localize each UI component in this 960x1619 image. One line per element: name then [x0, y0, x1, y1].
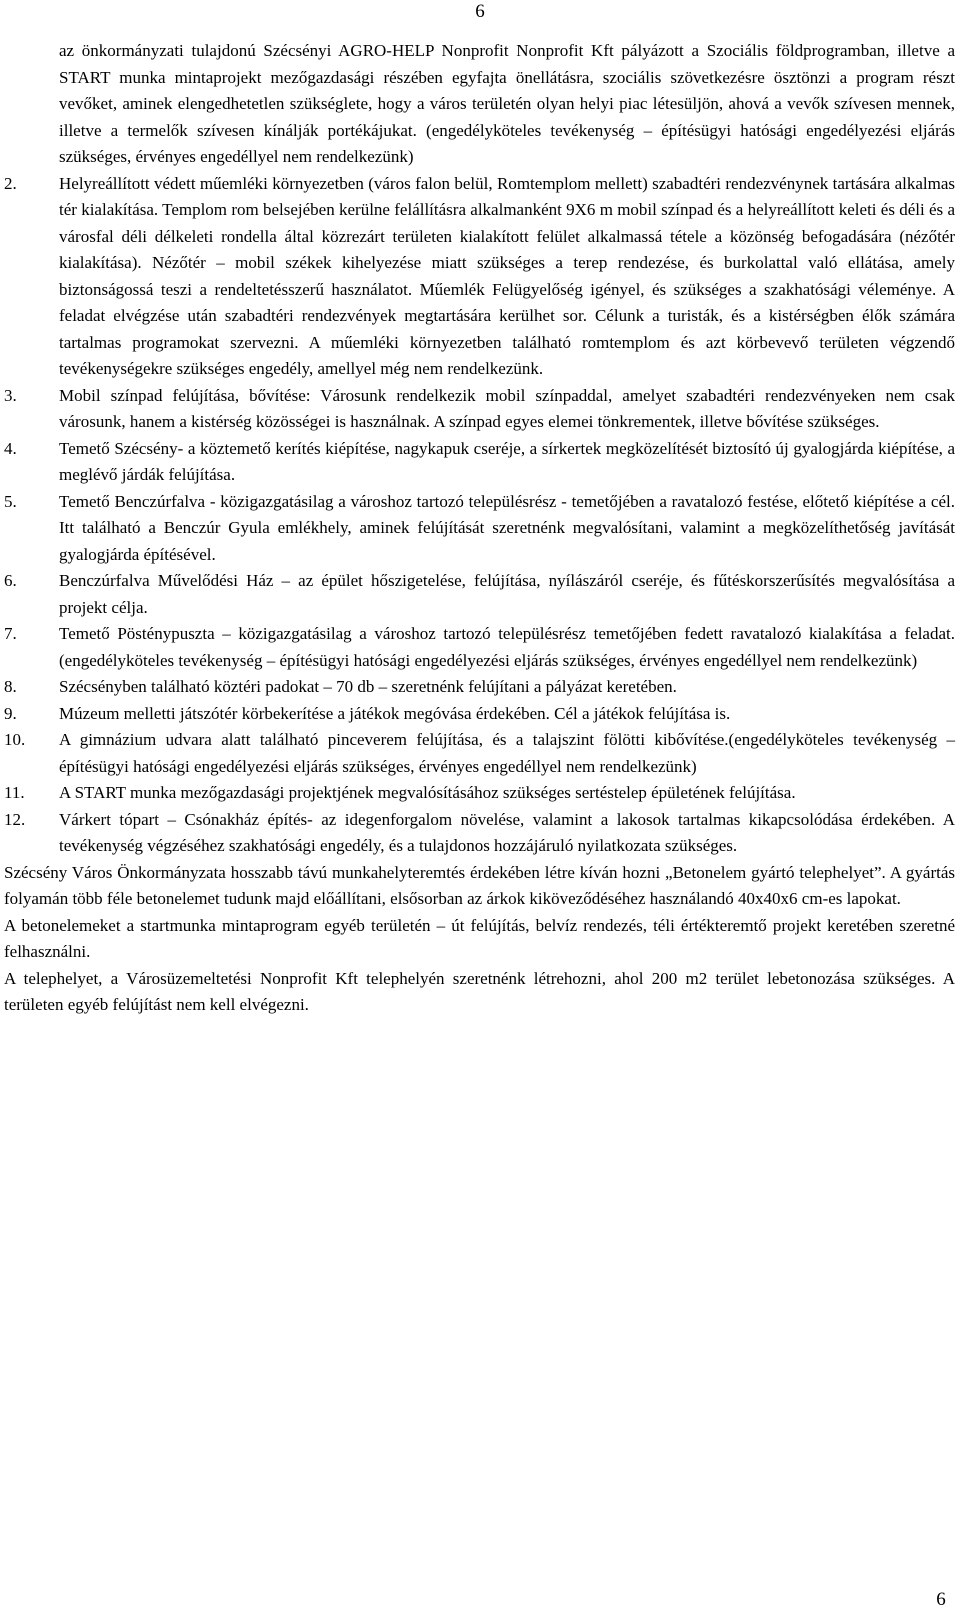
list-item-number: 8.	[4, 677, 17, 696]
list-item	[0, 171, 960, 383]
list-item-text: Helyreállított védett műemléki környezetben (város falon belül, Romtemplom mellett) szabadtéri rendezvénynek tartására alkalmas tér kialakítása. Templom rom belsejében kerülne felállításra alkalmanként 9X6 m mobil színpad és a helyreállított keleti és déli és a városfal déli délkeleti rondella által közrezárt területen kialakított felület alkalmassá tétele a közönség befogadására (nézőtér kialakítása). Nézőtér – mobil székek kihelyezése miatt szükséges a terep rendezése, és burkolattal való ellátása, amely biztonságossá teszi a rendeltetésszerű használatot. Műemlék Felügyelőség igényel, és szükséges a szakhatósági véleménye. A feladat elvégzése után szabadtéri rendezvények megtartására kerülhet sor. Célunk a turisták, és a kistérségben élők számára tartalmas programokat szervezni. A műemléki környezetben található romtemplom és azt körbevevő területen végzendő tevékenységekre szükséges engedély, amellyel még nem rendelkezünk.	[59, 173, 955, 378]
list-item	[0, 568, 960, 621]
list-item-number: 3.	[4, 385, 17, 405]
body-paragraph: A telephelyet, a Városüzemeltetési Nonprofit Kft telephelyén szeretnénk létrehozni, ahol 200 m2 terület lebetonozása szükséges. A területen egyéb felújítást nem kell elvégezni.	[4, 968, 955, 1014]
list-item-number: 11.	[4, 783, 25, 802]
list-item-text: Temető Szécsény- a köztemető kerítés kiépítése, nagykapuk cseréje, a sírkertek megközelítését biztosító új gyalogjárda kiépítése, a meglévő járdák felújítása.	[59, 438, 955, 484]
list-item	[0, 489, 960, 569]
list-item-text: A START munka mezőgazdasági projektjének megvalósításához szükséges sertéstelep épületének felújítása.	[59, 783, 796, 802]
list-item	[0, 621, 960, 674]
numbered-list	[0, 38, 960, 860]
list-item	[0, 674, 960, 701]
document-body	[0, 38, 960, 1019]
page-number-bottom: 6	[936, 1589, 946, 1610]
list-item-text: Benczúrfalva Művelődési Ház – az épület hőszigetelése, felújítása, nyílászáról cseréje, és fűtéskorszerűsítés megvalósítása a projekt célja.	[59, 571, 955, 617]
body-paragraph: A betonelemeket a startmunka mintaprogram egyéb területén – út felújítás, belvíz rendezés, téli értékteremtő projekt keretében szeretné felhasználni.	[4, 915, 955, 961]
list-item-text: Temető Benczúrfalva - közigazgatásilag a városhoz tartozó településrész - temetőjében a ravatalozó festése, előtető kiépítése a cél. Itt található a Benczúr Gyula emlékhely, aminek felújítását szeretnénk megvalósítani, valamint a megközelíthetőség javítását gyalogjárda építésével.	[59, 491, 955, 564]
list-item	[0, 38, 960, 171]
list-item-text: Múzeum melletti játszótér körbekerítése a játékok megóvása érdekében. Cél a játékok felújítása is.	[59, 703, 731, 723]
list-item-number: 12.	[4, 809, 26, 829]
list-item-number: 4.	[4, 438, 17, 458]
list-item-number: 6.	[4, 571, 17, 590]
list-item	[0, 807, 960, 860]
list-item-number: 10.	[4, 730, 26, 749]
page-number-top: 6	[475, 1, 485, 22]
list-item-text: Szécsényben található köztéri padokat – 70 db – szeretnénk felújítani a pályázat keretében.	[59, 677, 677, 696]
list-item-text: Mobil színpad felújítása, bővítése: Városunk rendelkezik mobil színpaddal, amelyet szabadtéri rendezvényeken nem csak városunk, hanem a kistérség közösségei is használnak. A színpad egyes elemei tönkrementek, illetve bővítése szükséges.	[59, 385, 955, 431]
list-item-number: 7.	[4, 624, 17, 643]
list-item-text: Temető Pösténypuszta – közigazgatásilag a városhoz tartozó településrész temetőjében fedett ravatalozó kialakítása a feladat.(engedélyköteles tevékenység – építésügyi hatósági engedélyezési eljárás szükséges, érvényes engedéllyel nem rendelkezünk)	[59, 624, 955, 670]
list-item	[0, 780, 960, 807]
list-item	[0, 727, 960, 780]
list-item-text: A gimnázium udvara alatt található pinceverem felújítása, és a talajszint fölötti kibővítése.(engedélyköteles tevékenység – építésügyi hatósági engedélyezési eljárás szükséges, érvényes engedéllyel nem rendelkezünk)	[59, 730, 955, 776]
list-item-text: Várkert tópart – Csónakház építés- az idegenforgalom növelése, valamint a lakosok tartalmas kikapcsolódása érdekében. A tevékenység végzéséhez szakhatósági engedély, és a tulajdonos hozzájáruló nyilatkozata szükséges.	[59, 809, 955, 855]
list-item-number: 2.	[4, 173, 17, 193]
list-item-text: az önkormányzati tulajdonú Szécsényi AGRO-HELP Nonprofit Nonprofit Kft pályázott a Szociális földprogramban, illetve a START munka mintaprojekt mezőgazdasági részében egyfajta önellátásra, szociális szövetkezésre ösztönzi a program részt vevőket, aminek elengedhetetlen szükséglete, hogy a város területén olyan helyi piac létesüljön, ahová a vevők szívesen mennek, illetve a termelők szívesen kínálják portékájukat. (engedélyköteles tevékenység – építésügyi hatósági engedélyezési eljárás szükséges, érvényes engedéllyel nem rendelkezünk)	[59, 41, 955, 166]
list-item	[0, 701, 960, 728]
body-paragraph: Szécsény Város Önkormányzata hosszabb távú munkahelyteremtés érdekében létre kíván hozni „Betonelem gyártó telephelyet”. A gyártás folyamán több féle betonelemet tudunk majd előállítani, elsősorban az árkok kiköveződéséhez használandó 40x40x6 cm-es lapokat.	[4, 862, 955, 908]
list-item-number: 9.	[4, 703, 17, 723]
list-item	[0, 383, 960, 436]
list-item	[0, 436, 960, 489]
list-item-number: 5.	[4, 491, 17, 511]
